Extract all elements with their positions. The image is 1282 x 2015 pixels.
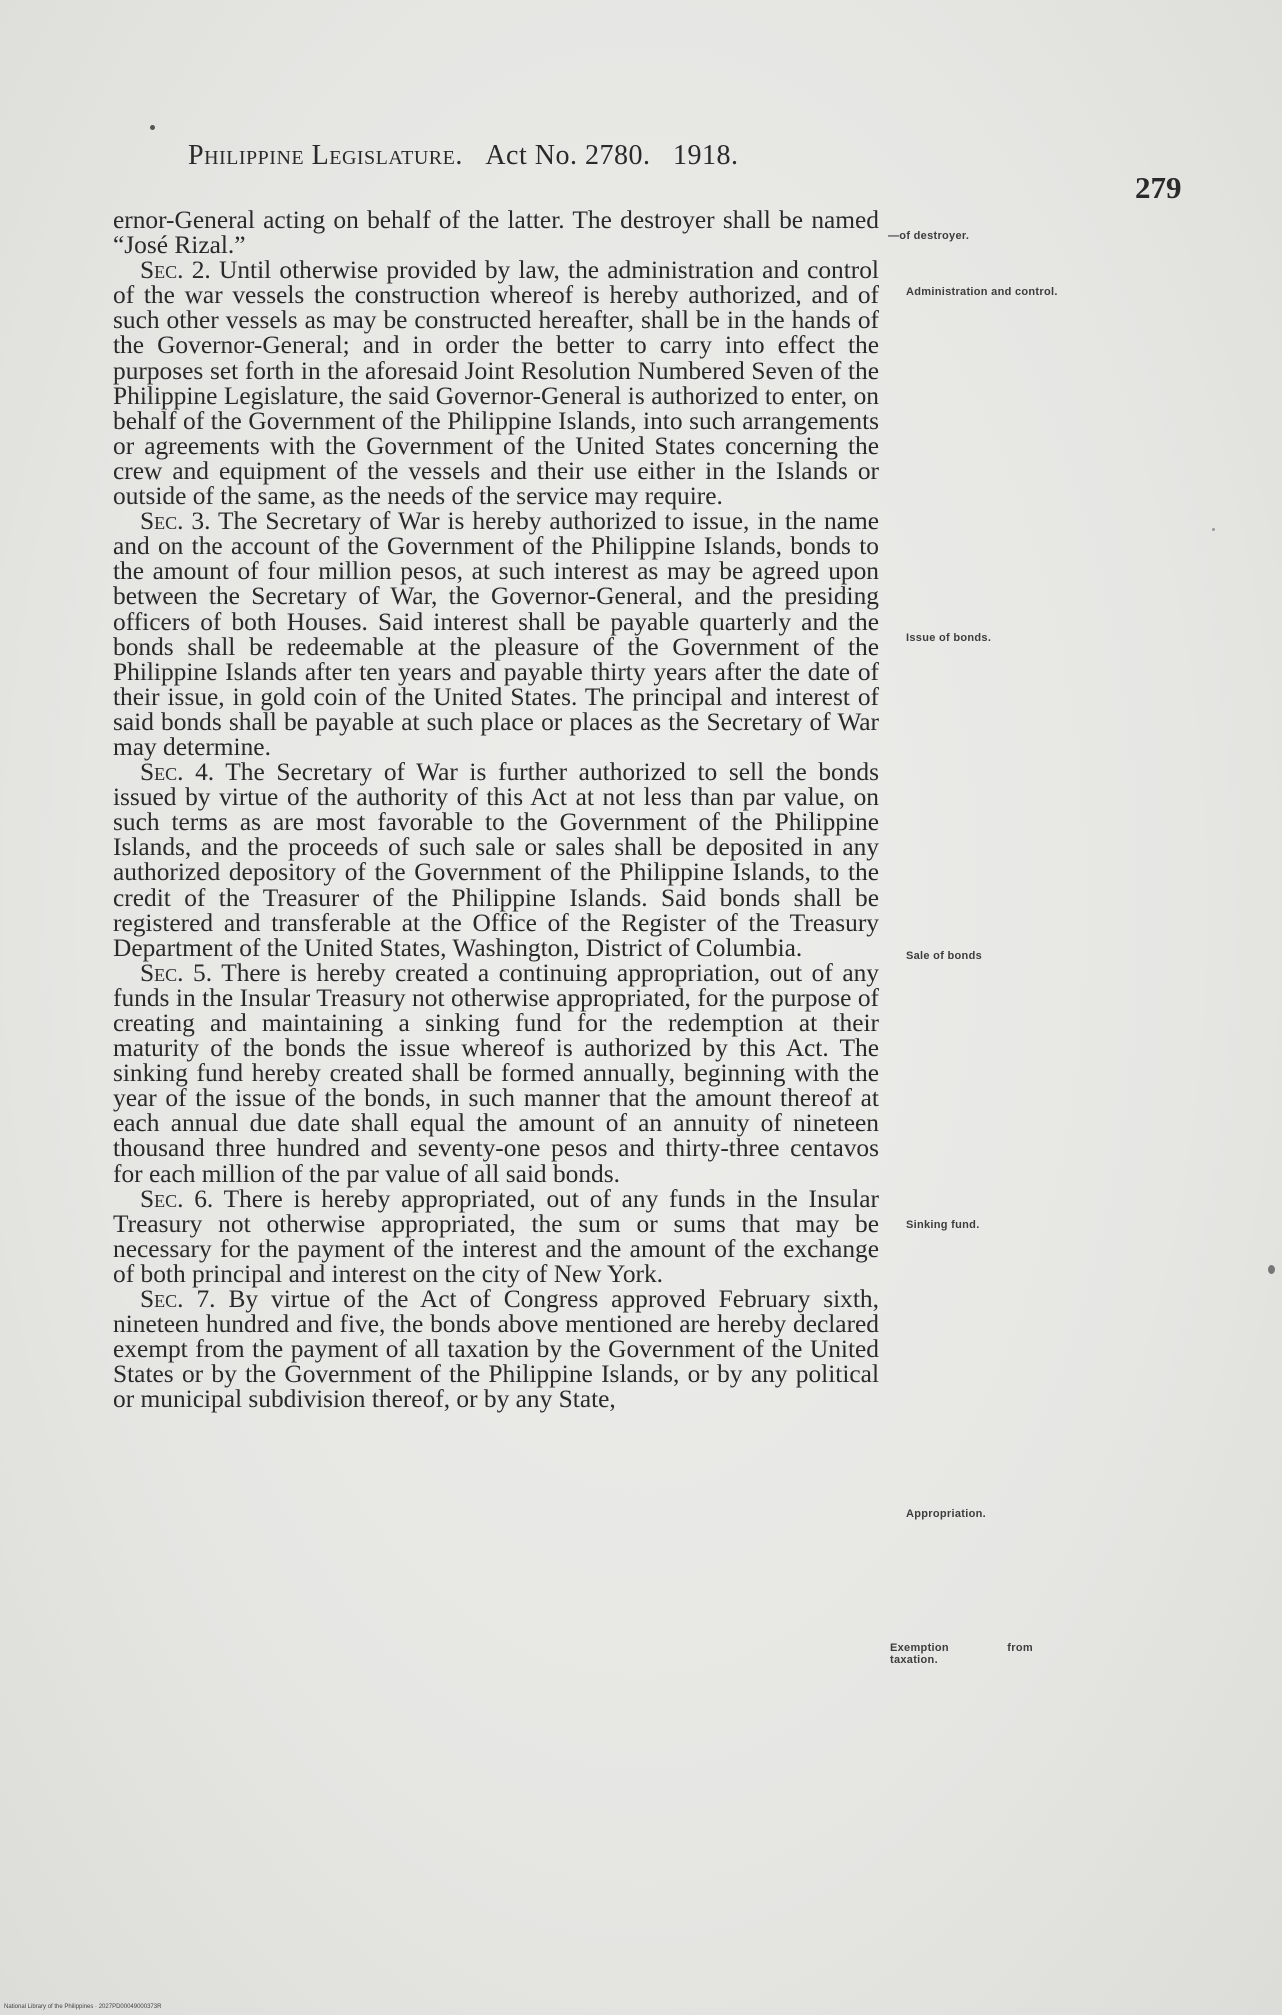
header-title: Philippine Legislature. (188, 140, 463, 171)
section-7-text: By virtue of the Act of Congress approved February sixth, nineteen hundred and five, the bonds above mentioned are hereby declared exempt from the payment of all taxation by the Government of the United States or by the Government of the Philippine Islands, or by any political or municipal subdivision thereof, or by any State, (113, 1285, 879, 1414)
section-6-label: Sec. 6. (140, 1184, 214, 1213)
section-7-label: Sec. 7. (140, 1285, 216, 1314)
section-2-text: Until otherwise provided by law, the administration and control of the war vessels the construction whereof is hereby authorized, and of such other vessels as may be constructed hereafter, shall be in the hands of the Governor-General; and in order the better to carry into effect the purposes set forth in the aforesaid Joint Resolution Numbered Seven of the Philippine Legislature, the said Governor-General is authorized to enter, on behalf of the Government of the Philippine Islands, into such arrangements or agreements with the Government of the United States concerning the crew and equipment of the vessels and their use either in the Islands or outside of the same, as the needs of the service may require. (113, 256, 879, 511)
section-4 (113, 760, 879, 961)
header-year: 1918. (672, 140, 739, 171)
print-speck (1212, 528, 1215, 531)
section-5-text: There is hereby created a continuing appropriation, out of any funds in the Insular Treasury not otherwise appropriated, for the purpose of creating and maintaining a sinking fund for the redemption at their maturity of the bonds the issue whereof is authorized by this Act. The sinking fund hereby created shall be formed annually, beginning with the year of the issue of the bonds, in such manner that the amount thereof at each annual due date shall equal the amount of an annuity of nineteen thousand three hundred and seventy-one pesos and thirty-three centavos for each million of the par value of all said bonds. (113, 958, 879, 1188)
margin-note-issue-of-bonds: Issue of bonds. (906, 632, 992, 644)
margin-note-exemption: Exemption from taxation. (890, 1642, 1033, 1666)
section-6 (113, 1184, 880, 1288)
section-2 (113, 258, 879, 509)
section-4-text: The Secretary of War is further authorized to sell the bonds issued by virtue of the authority of this Act at not less than par value, on such terms as are most favorable to the Government of the Philippine Islands, and the proceeds of such sale or sales shall be deposited in any authorized depository of the Government of the Philippine Islands, to the credit of the Treasurer of the Philippine Islands. Said bonds shall be registered and transferable at the Office of the Register of the Treasury Department of the United States, Washington, District of Columbia. (113, 758, 879, 962)
running-header (188, 140, 888, 172)
section-3-label: Sec. 3. (140, 507, 211, 536)
margin-note-administration: Administration and control. (906, 286, 1058, 298)
margin-note-destroyer: —of destroyer. (888, 230, 970, 242)
print-speck (150, 125, 155, 130)
section-4-label: Sec. 4. (140, 758, 215, 787)
section-2-label: Sec. 2. (140, 256, 211, 285)
paragraph-continuation: ernor-General acting on behalf of the latter. The destroyer shall be named “José Rizal.” (113, 206, 879, 260)
page-number: 279 (1135, 170, 1182, 205)
margin-note-appropriation: Appropriation. (906, 1508, 986, 1520)
section-7 (113, 1287, 879, 1412)
section-3 (113, 509, 879, 760)
header-act: Act No. 2780. (485, 140, 651, 171)
margin-note-sale-of-bonds: Sale of bonds (906, 950, 983, 962)
body-text (113, 208, 879, 1413)
margin-note-sinking-fund: Sinking fund. (906, 1219, 980, 1231)
scan-credit: National Library of the Philippines · 2027PD00049000373R (4, 2004, 162, 2010)
section-5 (113, 958, 879, 1188)
section-3-text: The Secretary of War is hereby authorized to issue, in the name and on the account of the Government of the Philippine Islands, bonds to the amount of four million pesos, at such interest as may be agreed upon between the Secretary of War, the Governor-General, and the presiding officers of both Houses. Said interest shall be payable quarterly and the bonds shall be redeemable at the pleasure of the Government of the Philippine Islands after ten years and payable thirty years after the date of their issue, in gold coin of the United States. The principal and interest of said bonds shall be payable at such place or places as the Secretary of War may determine. (113, 507, 879, 761)
print-speck (1268, 1265, 1275, 1274)
section-6-text: There is hereby appropriated, out of any funds in the Insular Treasury not otherwise appropriated, the sum or sums that may be necessary for the payment of the interest and the amount of the exchange of both principal and interest on the city of New York. (113, 1184, 880, 1288)
section-5-label: Sec. 5. (140, 958, 213, 987)
